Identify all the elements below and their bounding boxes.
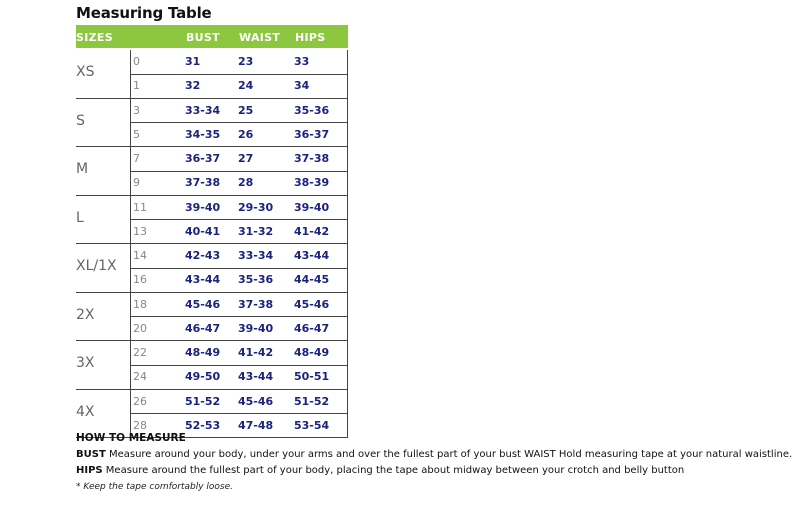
page-title: Measuring Table — [76, 4, 212, 22]
how-to-heading: HOW TO MEASURE — [76, 432, 186, 444]
bust-cell: 40-41 — [185, 224, 221, 238]
num-cell: 28 — [133, 418, 147, 432]
size-label: M — [76, 161, 89, 177]
hips-cell: 35-36 — [294, 103, 330, 117]
num-cell: 1 — [133, 79, 140, 92]
hips-divider — [347, 220, 348, 244]
num-cell: 9 — [133, 176, 140, 189]
bust-cell: 33-34 — [185, 103, 221, 117]
waist-cell: 24 — [238, 79, 254, 92]
bust-cell: 52-53 — [185, 418, 221, 432]
table-row — [131, 293, 348, 318]
num-cell: 18 — [133, 297, 147, 311]
bust-cell: 39-40 — [185, 200, 221, 214]
size-label: 2X — [76, 306, 95, 323]
bust-cell: 46-47 — [185, 321, 221, 335]
table-row — [131, 317, 348, 341]
table-row — [131, 50, 348, 75]
header-waist: WAIST — [239, 31, 281, 44]
table-row — [131, 220, 348, 244]
bust-label: BUST — [76, 449, 106, 460]
header-hips: HIPS — [295, 31, 326, 44]
size-group — [76, 99, 348, 148]
table-header — [76, 25, 348, 48]
hips-divider — [347, 341, 348, 365]
hips-divider — [347, 268, 348, 292]
hips-instruction — [76, 465, 684, 476]
hips-divider — [347, 99, 348, 123]
table-row — [131, 390, 348, 415]
num-cell: 13 — [133, 224, 147, 238]
bust-cell: 51-52 — [185, 394, 221, 408]
hips-cell: 38-39 — [294, 176, 330, 189]
num-cell: 22 — [133, 346, 147, 359]
bust-cell: 42-43 — [185, 249, 221, 262]
bust-instruction — [76, 449, 792, 460]
hips-divider — [347, 171, 348, 195]
num-cell: 5 — [133, 127, 140, 141]
table-row — [131, 74, 348, 98]
table-row — [131, 196, 348, 221]
table-row — [131, 268, 348, 292]
size-table — [76, 50, 348, 438]
hips-cell: 34 — [294, 79, 310, 92]
waist-cell: 45-46 — [238, 394, 274, 408]
hips-divider — [347, 365, 348, 389]
waist-cell: 31-32 — [238, 224, 274, 238]
hips-cell: 41-42 — [294, 224, 330, 238]
size-group — [76, 341, 348, 390]
hips-cell: 44-45 — [294, 273, 330, 286]
bust-cell: 45-46 — [185, 297, 221, 311]
hips-divider — [347, 414, 348, 438]
waist-cell: 43-44 — [238, 370, 274, 383]
size-label: S — [76, 112, 85, 129]
tape-note: * Keep the tape comfortably loose. — [76, 482, 234, 492]
header-bust: BUST — [186, 31, 220, 44]
size-group — [76, 147, 348, 196]
bust-cell: 34-35 — [185, 127, 221, 141]
size-group — [76, 293, 348, 342]
bust-text: Measure around your body, under your arms and over the fullest part of your bust WAIST Hold measuring tape at your natural waistline. — [105, 449, 793, 460]
hips-divider — [347, 123, 348, 147]
table-row — [131, 99, 348, 124]
size-group — [76, 50, 348, 99]
hips-cell: 43-44 — [294, 249, 330, 262]
table-row — [131, 341, 348, 366]
hips-cell: 48-49 — [294, 346, 330, 359]
size-label: XS — [76, 64, 95, 80]
bust-cell: 32 — [185, 79, 201, 92]
hips-divider — [347, 50, 348, 74]
waist-cell: 27 — [238, 152, 254, 165]
waist-cell: 25 — [238, 103, 254, 117]
hips-divider — [347, 293, 348, 317]
num-cell: 26 — [133, 394, 147, 408]
num-cell: 20 — [133, 321, 147, 335]
num-cell: 11 — [133, 200, 147, 214]
waist-cell: 35-36 — [238, 273, 274, 286]
hips-divider — [347, 244, 348, 268]
hips-cell: 46-47 — [294, 321, 330, 335]
waist-cell: 28 — [238, 176, 254, 189]
bust-cell: 36-37 — [185, 152, 221, 165]
waist-cell: 29-30 — [238, 200, 274, 214]
size-label: L — [76, 209, 84, 226]
hips-cell: 50-51 — [294, 370, 330, 383]
hips-cell: 45-46 — [294, 297, 330, 311]
waist-cell: 47-48 — [238, 418, 274, 432]
table-row — [131, 147, 348, 172]
hips-cell: 33 — [294, 55, 310, 68]
hips-divider — [347, 74, 348, 98]
hips-divider — [347, 147, 348, 171]
bust-cell: 49-50 — [185, 370, 221, 383]
hips-cell: 36-37 — [294, 127, 330, 141]
waist-cell: 41-42 — [238, 346, 274, 359]
header-sizes: SIZES — [76, 31, 113, 44]
hips-cell: 39-40 — [294, 200, 330, 214]
table-row — [131, 123, 348, 147]
hips-label: HIPS — [76, 465, 103, 476]
size-label: 4X — [76, 403, 95, 420]
hips-cell: 37-38 — [294, 152, 330, 165]
num-cell: 16 — [133, 273, 147, 286]
waist-cell: 39-40 — [238, 321, 274, 335]
waist-cell: 23 — [238, 55, 254, 68]
num-cell: 7 — [133, 152, 140, 165]
table-row — [131, 365, 348, 389]
bust-cell: 43-44 — [185, 273, 221, 286]
hips-cell: 53-54 — [294, 418, 330, 432]
hips-divider — [347, 196, 348, 220]
waist-cell: 37-38 — [238, 297, 274, 311]
num-cell: 24 — [133, 370, 147, 383]
waist-cell: 33-34 — [238, 249, 274, 262]
hips-cell: 51-52 — [294, 394, 330, 408]
num-cell: 14 — [133, 249, 147, 262]
table-row — [131, 171, 348, 195]
size-group — [76, 244, 348, 293]
size-label: XL/1X — [76, 258, 117, 274]
hips-divider — [347, 390, 348, 414]
size-group — [76, 390, 348, 439]
num-cell: 3 — [133, 103, 140, 117]
size-group — [76, 196, 348, 245]
bust-cell: 31 — [185, 55, 201, 68]
bust-cell: 48-49 — [185, 346, 221, 359]
num-cell: 0 — [133, 55, 140, 68]
size-label: 3X — [76, 355, 95, 371]
table-row — [131, 244, 348, 269]
hips-divider — [347, 317, 348, 341]
bust-cell: 37-38 — [185, 176, 221, 189]
hips-text: Measure around the fullest part of your body, placing the tape about midway between your crotch and belly button — [102, 465, 685, 476]
waist-cell: 26 — [238, 127, 254, 141]
